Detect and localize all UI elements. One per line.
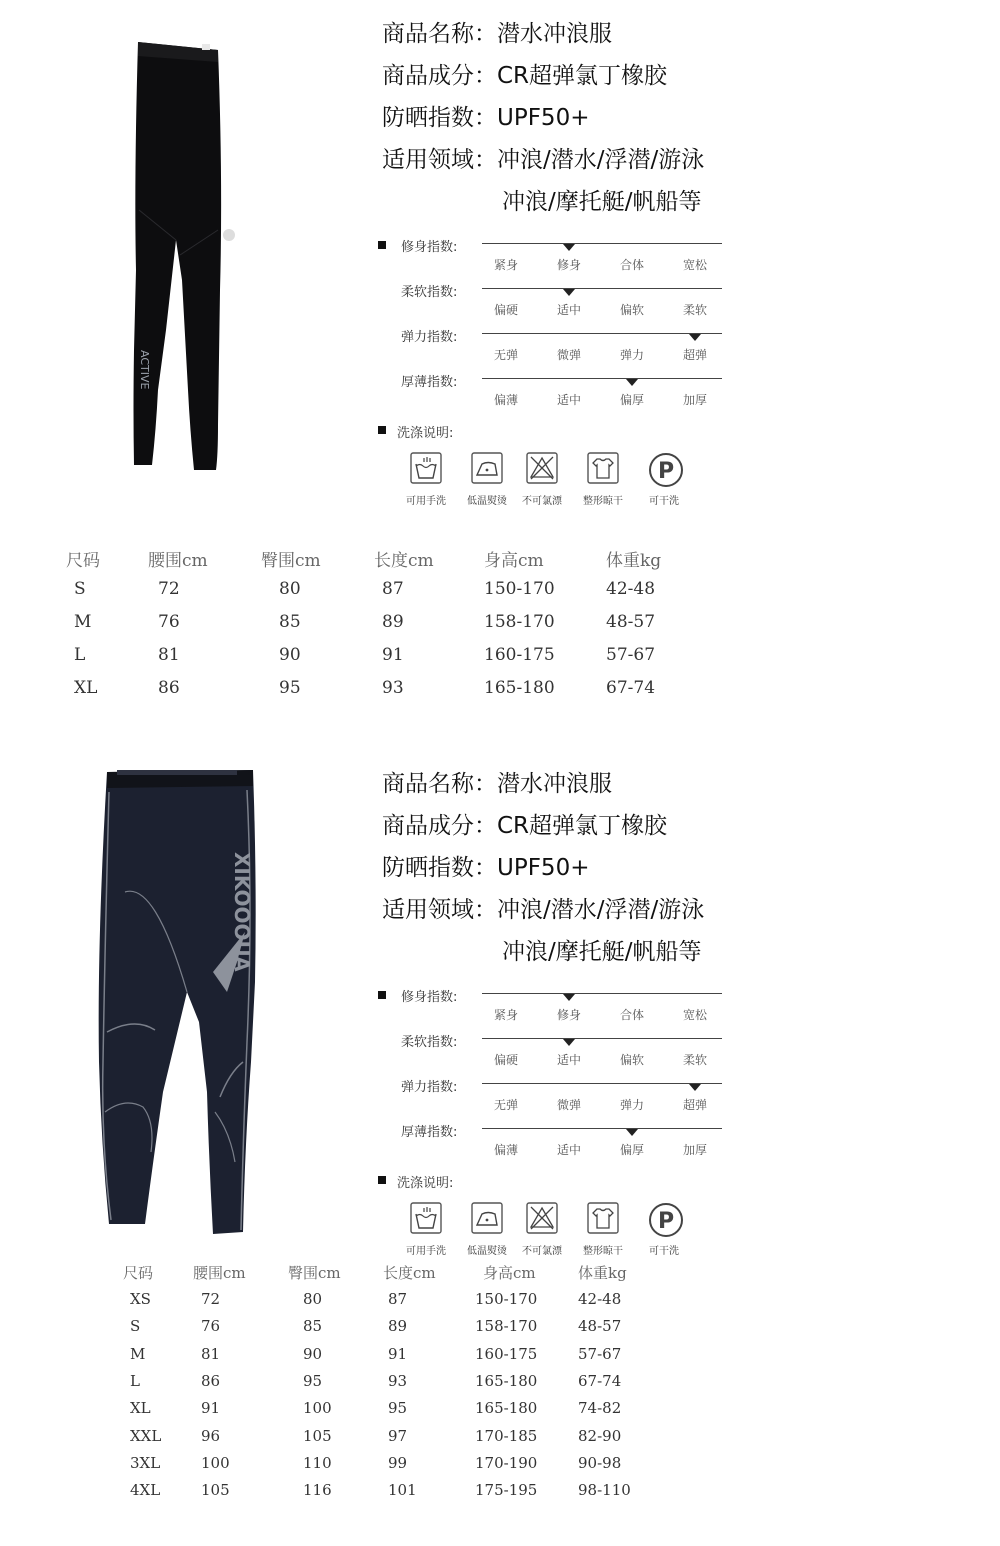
care-label: 不可氯漂	[522, 496, 562, 507]
care-label: 可干洗	[649, 496, 679, 507]
info-material: 商品成分：CR超弹氯丁橡胶	[382, 813, 668, 839]
table-cell: 86	[201, 1371, 221, 1390]
table-header-cell: 长度cm	[374, 551, 434, 571]
table-cell: 81	[158, 645, 180, 665]
index-option: 修身	[556, 258, 581, 272]
table-cell: 97	[388, 1426, 408, 1445]
table-cell: 91	[388, 1344, 408, 1363]
shape-dry-icon	[587, 452, 619, 484]
index-bullet	[378, 991, 386, 999]
table-header-cell: 体重kg	[606, 551, 662, 571]
table-cell: 80	[279, 579, 301, 599]
index-label: 修身指数:	[401, 240, 458, 255]
shape-dry-icon	[587, 1202, 619, 1234]
table-cell: 91	[382, 645, 404, 665]
low-iron-icon	[471, 1202, 503, 1234]
table-header-cell: 尺码	[123, 1264, 154, 1282]
index-scale-line	[482, 243, 722, 244]
table-cell: 90	[279, 645, 301, 665]
index-scale-line	[482, 378, 722, 379]
table-cell: 96	[201, 1426, 221, 1445]
table-cell: 170-190	[475, 1453, 538, 1472]
index-option: 合体	[619, 258, 644, 272]
index-marker-icon	[563, 244, 575, 251]
table-cell: 150-170	[484, 579, 555, 599]
care-label: 不可氯漂	[522, 1246, 562, 1257]
index-marker-icon	[689, 1084, 701, 1091]
table-cell: L	[74, 645, 86, 665]
table-cell: 72	[158, 579, 180, 599]
info-usage: 适用领域：冲浪/潜水/浮潜/游泳	[382, 147, 705, 173]
table-cell: 95	[388, 1399, 408, 1418]
product-image-leggings	[120, 30, 270, 480]
table-cell: 67-74	[578, 1371, 622, 1390]
table-cell: 100	[303, 1399, 332, 1418]
table-header-cell: 臀围cm	[261, 551, 321, 571]
info-upf: 防晒指数：UPF50+	[382, 105, 590, 131]
table-cell: XL	[74, 678, 98, 698]
index-option: 柔软	[682, 1053, 707, 1067]
index-marker-icon	[563, 994, 575, 1001]
table-header-cell: 腰围cm	[193, 1264, 246, 1282]
index-option: 偏硬	[493, 1053, 518, 1067]
table-cell: 105	[303, 1426, 332, 1445]
index-marker-icon	[626, 379, 638, 386]
care-label: 可用手洗	[406, 496, 446, 507]
info-upf: 防晒指数：UPF50+	[382, 855, 590, 881]
table-cell: 80	[303, 1290, 323, 1308]
index-scale-line	[482, 1083, 722, 1084]
index-label: 修身指数:	[401, 990, 458, 1005]
index-option: 宽松	[682, 1008, 707, 1022]
index-option: 微弹	[556, 1098, 581, 1112]
index-option: 偏厚	[619, 1143, 644, 1157]
table-cell: 57-67	[606, 645, 656, 665]
table-cell: 100	[201, 1453, 230, 1472]
index-scale-line	[482, 993, 722, 994]
table-cell: 42-48	[606, 579, 656, 599]
table-cell: 116	[303, 1481, 332, 1500]
index-option: 适中	[556, 1053, 581, 1067]
index-option: 紧身	[493, 1008, 518, 1022]
table-cell: M	[130, 1344, 146, 1363]
index-option: 适中	[556, 303, 581, 317]
table-cell: XXL	[130, 1426, 162, 1445]
table-cell: S	[74, 579, 86, 599]
table-cell: 95	[279, 678, 301, 698]
table-cell: 175-195	[475, 1481, 538, 1500]
table-cell: L	[130, 1371, 140, 1390]
table-cell: 158-170	[475, 1317, 538, 1336]
hand-wash-icon	[410, 1202, 442, 1234]
index-option: 无弹	[493, 1098, 518, 1112]
index-option: 弹力	[619, 348, 644, 362]
index-option: 紧身	[493, 258, 518, 272]
index-option: 修身	[556, 1008, 581, 1022]
table-cell: 165-180	[475, 1399, 538, 1418]
index-option: 弹力	[619, 1098, 644, 1112]
index-option: 超弹	[682, 1098, 707, 1112]
table-cell: 150-170	[475, 1290, 538, 1308]
care-label: 整形晾干	[583, 1246, 623, 1257]
care-label: 可干洗	[649, 1246, 679, 1257]
info-name: 商品名称：潜水冲浪服	[382, 771, 612, 797]
no-bleach-icon	[526, 1202, 558, 1234]
product-image-wetsuit-pants	[95, 762, 295, 1242]
index-option: 偏厚	[619, 393, 644, 407]
info-name: 商品名称：潜水冲浪服	[382, 21, 612, 47]
table-cell: 165-180	[475, 1371, 538, 1390]
table-cell: 87	[388, 1290, 408, 1308]
table-cell: 85	[279, 612, 301, 632]
heart-logo-icon	[223, 229, 235, 241]
index-option: 宽松	[682, 258, 707, 272]
table-cell: 160-175	[484, 645, 555, 665]
leggings-side-print: ACTIVE	[138, 350, 151, 390]
wash-title: 洗涤说明:	[397, 1176, 454, 1191]
index-marker-icon	[563, 1039, 575, 1046]
table-header-cell: 身高cm	[484, 551, 544, 571]
index-scale-line	[482, 288, 722, 289]
svg-text:P: P	[657, 1209, 675, 1234]
care-label: 可用手洗	[406, 1246, 446, 1257]
info-usage-cont: 冲浪/摩托艇/帆船等	[502, 189, 702, 215]
index-option: 适中	[556, 1143, 581, 1157]
index-option: 柔软	[682, 303, 707, 317]
table-cell: 48-57	[578, 1317, 622, 1336]
index-option: 偏软	[619, 303, 644, 317]
table-cell: 82-90	[578, 1426, 622, 1445]
table-cell: 91	[201, 1399, 221, 1418]
table-cell: 67-74	[606, 678, 656, 698]
table-cell: 76	[158, 612, 180, 632]
table-header-cell: 臀围cm	[288, 1264, 341, 1282]
table-cell: 42-48	[578, 1290, 622, 1308]
index-label: 弹力指数:	[401, 1080, 458, 1095]
table-cell: 165-180	[484, 678, 555, 698]
index-scale-line	[482, 333, 722, 334]
dry-clean-icon	[648, 1202, 680, 1234]
table-cell: XL	[130, 1399, 151, 1418]
table-cell: 99	[388, 1453, 408, 1472]
table-cell: 3XL	[130, 1453, 161, 1472]
brand-print-icon: XIKOOOUA	[230, 852, 254, 972]
index-bullet	[378, 241, 386, 249]
index-option: 超弹	[682, 348, 707, 362]
index-marker-icon	[626, 1129, 638, 1136]
table-cell: 158-170	[484, 612, 555, 632]
table-cell: 90	[303, 1344, 323, 1363]
table-cell: 48-57	[606, 612, 656, 632]
index-option: 合体	[619, 1008, 644, 1022]
table-header-cell: 身高cm	[483, 1264, 536, 1282]
index-marker-icon	[689, 334, 701, 341]
index-option: 微弹	[556, 348, 581, 362]
table-cell: 81	[201, 1344, 221, 1363]
table-cell: 74-82	[578, 1399, 622, 1418]
index-label: 柔软指数:	[401, 285, 458, 300]
hand-wash-icon	[410, 452, 442, 484]
table-cell: 160-175	[475, 1344, 538, 1363]
low-iron-icon	[471, 452, 503, 484]
wash-title: 洗涤说明:	[397, 426, 454, 441]
table-cell: 86	[158, 678, 180, 698]
care-label: 低温熨烫	[467, 496, 507, 507]
index-scale-line	[482, 1128, 722, 1129]
index-option: 偏薄	[493, 1143, 518, 1157]
svg-text:P: P	[657, 459, 675, 484]
table-cell: 87	[382, 579, 404, 599]
table-cell: 95	[303, 1371, 323, 1390]
care-label: 整形晾干	[583, 496, 623, 507]
table-cell: 105	[201, 1481, 230, 1500]
table-cell: 76	[201, 1317, 221, 1336]
table-cell: 98-110	[578, 1481, 631, 1500]
table-cell: 85	[303, 1317, 323, 1336]
table-cell: S	[130, 1317, 141, 1336]
index-option: 偏软	[619, 1053, 644, 1067]
table-cell: M	[74, 612, 92, 632]
care-label: 低温熨烫	[467, 1246, 507, 1257]
index-option: 无弹	[493, 348, 518, 362]
table-header-cell: 尺码	[66, 551, 100, 571]
table-header-cell: 腰围cm	[148, 551, 208, 571]
index-label: 厚薄指数:	[401, 375, 458, 390]
table-cell: 90-98	[578, 1453, 622, 1472]
table-cell: 101	[388, 1481, 417, 1500]
wash-bullet	[378, 1176, 386, 1184]
index-option: 加厚	[682, 1143, 707, 1157]
table-header-cell: 长度cm	[383, 1264, 436, 1282]
info-usage-cont: 冲浪/摩托艇/帆船等	[502, 939, 702, 965]
index-option: 偏硬	[493, 303, 518, 317]
index-marker-icon	[563, 289, 575, 296]
info-usage: 适用领域：冲浪/潜水/浮潜/游泳	[382, 897, 705, 923]
info-material: 商品成分：CR超弹氯丁橡胶	[382, 63, 668, 89]
index-option: 适中	[556, 393, 581, 407]
table-header-cell: 体重kg	[578, 1264, 627, 1282]
table-cell: 110	[303, 1453, 332, 1472]
index-label: 柔软指数:	[401, 1035, 458, 1050]
index-option: 加厚	[682, 393, 707, 407]
index-label: 弹力指数:	[401, 330, 458, 345]
table-cell: 4XL	[130, 1481, 161, 1500]
wash-bullet	[378, 426, 386, 434]
table-cell: 89	[382, 612, 404, 632]
table-cell: 89	[388, 1317, 408, 1336]
no-bleach-icon	[526, 452, 558, 484]
table-cell: 57-67	[578, 1344, 622, 1363]
dry-clean-icon	[648, 452, 680, 484]
index-option: 偏薄	[493, 393, 518, 407]
index-label: 厚薄指数:	[401, 1125, 458, 1140]
table-cell: 72	[201, 1290, 221, 1308]
table-cell: 93	[388, 1371, 408, 1390]
index-scale-line	[482, 1038, 722, 1039]
table-cell: 93	[382, 678, 404, 698]
table-cell: 170-185	[475, 1426, 538, 1445]
table-cell: XS	[130, 1290, 151, 1308]
